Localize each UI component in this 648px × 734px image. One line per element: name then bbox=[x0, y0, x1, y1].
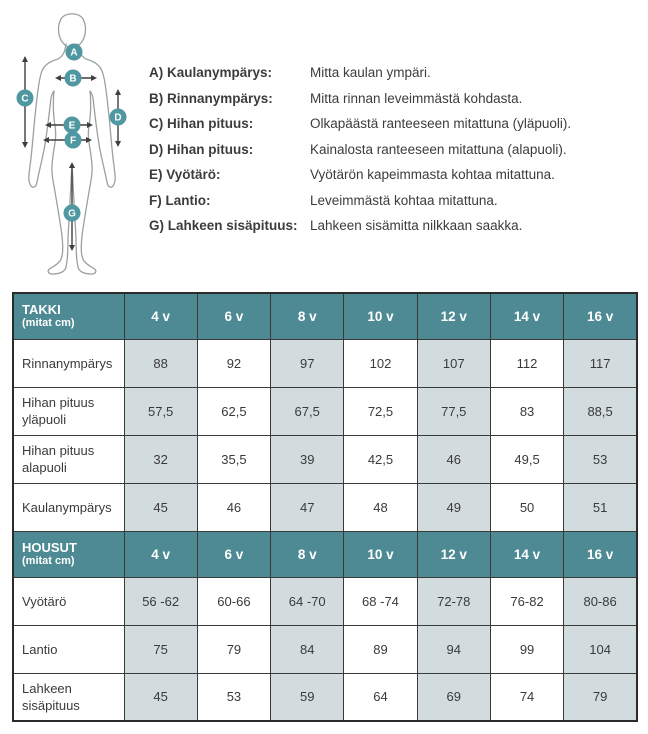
housut-title-cell bbox=[13, 531, 124, 577]
legend-label: C) Hihan pituus: bbox=[149, 116, 254, 131]
table-cell: 76-82 bbox=[490, 577, 563, 625]
table-cell: 117 bbox=[564, 339, 637, 387]
table-cell: 94 bbox=[417, 625, 490, 673]
col-header: 16 v bbox=[564, 531, 637, 577]
table-cell: 72-78 bbox=[417, 577, 490, 625]
table-cell: 45 bbox=[124, 673, 197, 721]
measurement-legend bbox=[149, 63, 643, 242]
col-header: 6 v bbox=[197, 531, 270, 577]
marker-f-badge bbox=[65, 132, 82, 149]
table-cell: 42,5 bbox=[344, 435, 417, 483]
table-cell: 92 bbox=[197, 339, 270, 387]
col-header: 16 v bbox=[564, 293, 637, 339]
table-cell: 107 bbox=[417, 339, 490, 387]
table-row-hihan-pituus-ylapuoli bbox=[13, 387, 637, 435]
marker-d-badge bbox=[110, 109, 127, 126]
table-row-kaulanymparys bbox=[13, 483, 637, 531]
table-cell: 79 bbox=[564, 673, 637, 721]
marker-a-letter: A bbox=[70, 47, 78, 59]
takki-header-row bbox=[13, 293, 637, 339]
col-header: 12 v bbox=[417, 293, 490, 339]
marker-c-letter: C bbox=[21, 93, 29, 105]
marker-e-letter: E bbox=[68, 120, 76, 132]
table-cell: 47 bbox=[271, 483, 344, 531]
table-cell: 49 bbox=[417, 483, 490, 531]
legend-desc: Mitta rinnan leveimmästä kohdasta. bbox=[310, 90, 523, 106]
table-cell: 39 bbox=[271, 435, 344, 483]
legend-label: B) Rinnanympärys: bbox=[149, 90, 273, 106]
section-title: HOUSUT bbox=[22, 540, 77, 555]
marker-e-badge bbox=[64, 117, 81, 134]
legend-label: E) Vyötärö: bbox=[149, 167, 221, 182]
section-subtitle: (mitat cm) bbox=[22, 555, 75, 567]
section-subtitle: (mitat cm) bbox=[22, 317, 75, 330]
legend-label: D) Hihan pituus: bbox=[149, 141, 254, 157]
legend-item-d bbox=[149, 140, 643, 159]
marker-b-badge bbox=[65, 70, 82, 87]
col-header: 4 v bbox=[124, 293, 197, 339]
legend-desc: Lahkeen sisämitta nilkkaan saakka. bbox=[310, 218, 523, 233]
table-cell: 77,5 bbox=[417, 387, 490, 435]
legend-desc: Vyötärön kapeimmasta kohtaa mitattuna. bbox=[310, 167, 555, 182]
table-cell: 79 bbox=[197, 625, 270, 673]
marker-d-letter: D bbox=[114, 112, 122, 124]
legend-item-f bbox=[149, 191, 643, 210]
figure-head-outline bbox=[58, 14, 85, 48]
table-cell: 46 bbox=[197, 483, 270, 531]
table-row-rinnanymparys bbox=[13, 339, 637, 387]
legend-label: A) Kaulanympärys: bbox=[149, 65, 273, 80]
table-cell: 64 -70 bbox=[271, 577, 344, 625]
table-cell: 104 bbox=[564, 625, 637, 673]
table-cell: 88 bbox=[124, 339, 197, 387]
legend-desc: Leveimmästä kohtaa mitattuna. bbox=[310, 192, 498, 208]
table-cell: 51 bbox=[564, 483, 637, 531]
col-header: 12 v bbox=[417, 531, 490, 577]
table-cell: 67,5 bbox=[271, 387, 344, 435]
table-cell: 75 bbox=[124, 625, 197, 673]
table-cell: 84 bbox=[271, 625, 344, 673]
row-label: Kaulanympärys bbox=[13, 483, 124, 531]
row-label: Lahkeen sisäpituus bbox=[13, 673, 124, 721]
table-cell: 46 bbox=[417, 435, 490, 483]
legend-desc: Mitta kaulan ympäri. bbox=[310, 65, 431, 80]
table-cell: 53 bbox=[197, 673, 270, 721]
col-header: 14 v bbox=[490, 293, 563, 339]
row-label: Lantio bbox=[13, 625, 124, 673]
legend-item-e bbox=[149, 165, 643, 184]
col-header: 4 v bbox=[124, 531, 197, 577]
col-header: 10 v bbox=[344, 531, 417, 577]
table-row-lantio bbox=[13, 625, 637, 673]
section-title: TAKKI bbox=[22, 302, 61, 318]
col-header: 8 v bbox=[271, 293, 344, 339]
table-cell: 50 bbox=[490, 483, 563, 531]
row-label: Hihan pituus yläpuoli bbox=[13, 387, 124, 435]
size-table bbox=[12, 292, 638, 722]
table-cell: 64 bbox=[344, 673, 417, 721]
marker-b-letter: B bbox=[69, 73, 77, 85]
table-cell: 60-66 bbox=[197, 577, 270, 625]
table-row-lahkeen-sisapituus bbox=[13, 673, 637, 721]
table-cell: 112 bbox=[490, 339, 563, 387]
table-cell: 48 bbox=[344, 483, 417, 531]
table-cell: 80-86 bbox=[564, 577, 637, 625]
table-cell: 32 bbox=[124, 435, 197, 483]
marker-g-letter: G bbox=[68, 208, 76, 220]
legend-item-g bbox=[149, 216, 643, 235]
table-cell: 88,5 bbox=[564, 387, 637, 435]
table-cell: 69 bbox=[417, 673, 490, 721]
table-cell: 59 bbox=[271, 673, 344, 721]
table-row-vyotaro bbox=[13, 577, 637, 625]
row-label: Rinnanympärys bbox=[13, 339, 124, 387]
table-cell: 68 -74 bbox=[344, 577, 417, 625]
row-label: Hihan pituus alapuoli bbox=[13, 435, 124, 483]
legend-label: G) Lahkeen sisäpituus: bbox=[149, 218, 298, 233]
col-header: 8 v bbox=[271, 531, 344, 577]
table-cell: 57,5 bbox=[124, 387, 197, 435]
housut-header-row bbox=[13, 531, 637, 577]
table-cell: 83 bbox=[490, 387, 563, 435]
legend-label: F) Lantio: bbox=[149, 192, 211, 208]
marker-a-badge bbox=[66, 44, 83, 61]
table-cell: 99 bbox=[490, 625, 563, 673]
col-header: 10 v bbox=[344, 293, 417, 339]
table-row-hihan-pituus-alapuoli bbox=[13, 435, 637, 483]
table-cell: 89 bbox=[344, 625, 417, 673]
legend-desc: Kainalosta ranteeseen mitattuna (alapuoli). bbox=[310, 141, 567, 157]
marker-g-badge bbox=[64, 205, 81, 222]
table-cell: 35,5 bbox=[197, 435, 270, 483]
body-measurement-figure bbox=[8, 4, 148, 290]
table-cell: 102 bbox=[344, 339, 417, 387]
legend-item-a bbox=[149, 63, 643, 82]
table-cell: 53 bbox=[564, 435, 637, 483]
legend-desc: Olkapäästä ranteeseen mitattuna (yläpuoli). bbox=[310, 116, 572, 131]
table-cell: 72,5 bbox=[344, 387, 417, 435]
marker-c-badge bbox=[17, 90, 34, 107]
row-label: Vyötärö bbox=[13, 577, 124, 625]
table-cell: 74 bbox=[490, 673, 563, 721]
table-cell: 49,5 bbox=[490, 435, 563, 483]
legend-item-b bbox=[149, 89, 643, 108]
table-cell: 45 bbox=[124, 483, 197, 531]
body-figure-svg bbox=[8, 4, 148, 290]
takki-title-cell bbox=[13, 293, 124, 339]
legend-item-c bbox=[149, 114, 643, 133]
table-cell: 56 -62 bbox=[124, 577, 197, 625]
col-header: 14 v bbox=[490, 531, 563, 577]
table-cell: 97 bbox=[271, 339, 344, 387]
marker-f-letter: F bbox=[69, 135, 77, 147]
table-cell: 62,5 bbox=[197, 387, 270, 435]
col-header: 6 v bbox=[197, 293, 270, 339]
